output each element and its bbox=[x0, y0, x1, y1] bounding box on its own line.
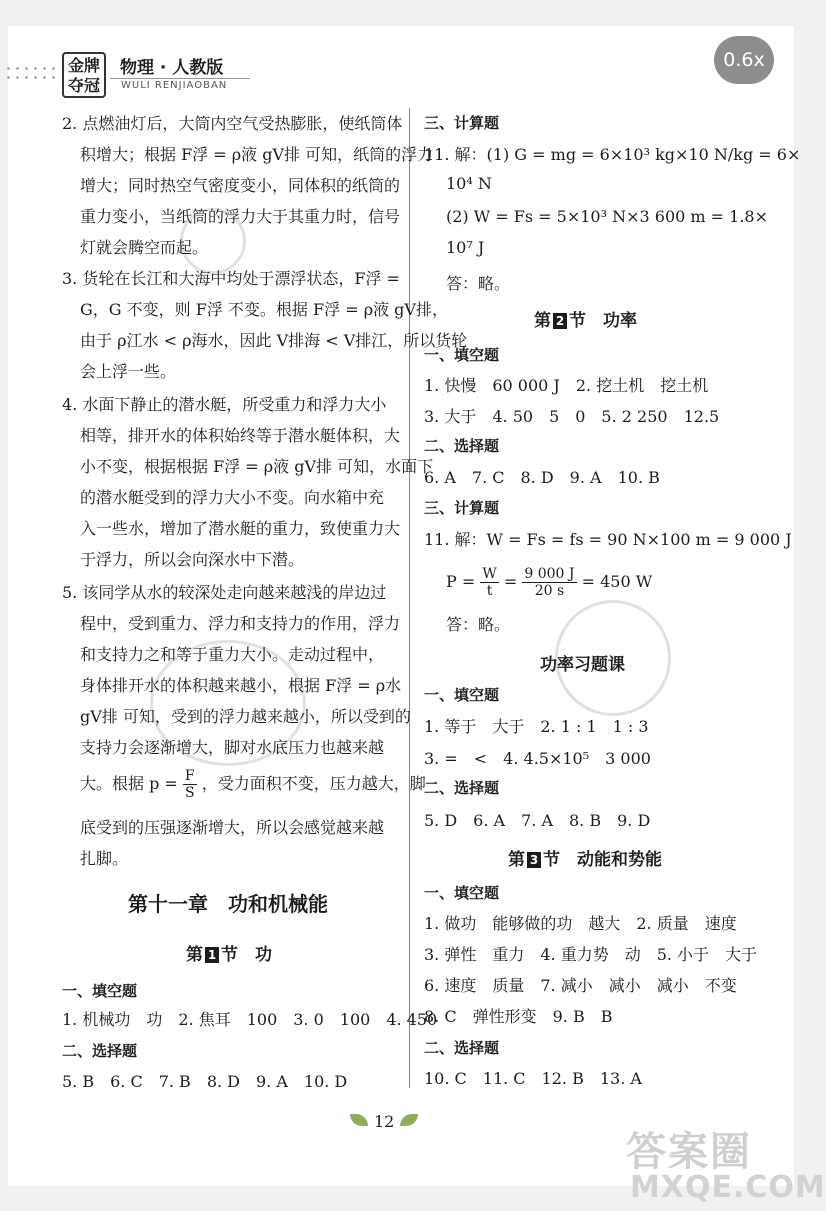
section-title bbox=[534, 306, 637, 331]
fraction-numerator: 9 000 J bbox=[524, 566, 575, 582]
section-suffix: 节 功 bbox=[221, 945, 272, 965]
answer-line: 支持力会逐渐增大，脚对水底压力也越来越 bbox=[80, 738, 385, 757]
fraction-w-over-t bbox=[480, 566, 498, 599]
answer-line: 1. 等于 大于 2. 1 : 1 1 : 3 bbox=[424, 717, 649, 736]
section-heading: 一、填空题 bbox=[424, 686, 500, 704]
watermark-url: MXQE.COM bbox=[630, 1170, 826, 1205]
answer-line: 答：略。 bbox=[446, 615, 511, 634]
answer-line: 8. C 弹性形变 9. B B bbox=[424, 1007, 613, 1026]
answer-line: 10⁴ N bbox=[446, 174, 492, 193]
section-title bbox=[508, 845, 662, 870]
answer-line: 扎脚。 bbox=[80, 849, 129, 868]
answer-line: 4. 水面下静止的潜水艇，所受重力和浮力大小 bbox=[62, 395, 387, 414]
fraction-numerator: W bbox=[482, 566, 497, 582]
power-formula bbox=[446, 566, 652, 599]
answer-line: G，G 不变，则 F浮 不变。根据 F浮 = ρ液 gV排， bbox=[80, 300, 448, 319]
section-prefix: 第 bbox=[186, 945, 203, 965]
section-heading: 二、选择题 bbox=[424, 779, 500, 797]
section-prefix: 第 bbox=[508, 850, 525, 870]
answer-line-with-fraction bbox=[80, 768, 426, 801]
answer-text: P = bbox=[446, 572, 476, 591]
answer-line: 1. 做功 能够做的功 越大 2. 质量 速度 bbox=[424, 914, 737, 933]
answer-line: 和支持力之和等于重力大小。走动过程中， bbox=[80, 645, 385, 664]
section-suffix: 节 动能和势能 bbox=[543, 850, 662, 870]
answer-text: = 450 W bbox=[581, 572, 653, 591]
lesson-title: 功率习题课 bbox=[540, 655, 625, 675]
answer-line: 底受到的压强逐渐增大，所以会感觉越来越 bbox=[80, 818, 385, 837]
logo-line-2: 夺冠 bbox=[67, 76, 100, 95]
answer-line: 相等，排开水的体积始终等于潜水艇体积，大 bbox=[80, 426, 401, 445]
answer-line: 11. 解：(1) G = mg = 6×10³ kg×10 N/kg = 6× bbox=[424, 145, 801, 164]
answer-text: = bbox=[503, 572, 518, 591]
section-heading: 二、选择题 bbox=[62, 1042, 138, 1060]
fraction-f-over-s bbox=[183, 768, 197, 801]
section-suffix: 节 功率 bbox=[569, 311, 637, 331]
brand-logo bbox=[62, 52, 106, 98]
column-divider bbox=[409, 108, 410, 1088]
answer-line: 6. A 7. C 8. D 9. A 10. B bbox=[424, 468, 660, 487]
logo-line-1: 金牌 bbox=[67, 56, 100, 75]
answer-line: 11. 解：W = Fs = fs = 90 N×100 m = 9 000 J bbox=[424, 530, 792, 549]
answer-line: 由于 ρ江水 < ρ海水，因此 V排海 < V排江，所以货轮 bbox=[80, 331, 468, 350]
answer-line: 2. 点燃油灯后，大筒内空气受热膨胀，使纸筒体 bbox=[62, 114, 403, 133]
answer-line: (2) W = Fs = 5×10³ N×3 600 m = 1.8× bbox=[446, 207, 769, 226]
answer-line: 10. C 11. C 12. B 13. A bbox=[424, 1069, 642, 1088]
fraction-denominator: 20 s bbox=[534, 583, 565, 599]
answer-line: 5. 该同学从水的较深处走向越来越浅的岸边过 bbox=[62, 583, 387, 602]
section-number-badge: 1 bbox=[205, 947, 219, 963]
section-heading: 一、填空题 bbox=[424, 884, 500, 902]
answer-text: ，受力面积不变，压力越大，脚 bbox=[201, 774, 426, 793]
section-heading: 三、计算题 bbox=[424, 499, 500, 517]
answer-line: 灯就会腾空而起。 bbox=[80, 238, 209, 257]
fraction-denominator: S bbox=[184, 785, 195, 801]
answer-line: 3. 大于 4. 50 5 0 5. 2 250 12.5 bbox=[424, 407, 720, 426]
fraction-numerator: F bbox=[184, 768, 195, 784]
section-prefix: 第 bbox=[534, 311, 551, 331]
answer-line: 6. 速度 质量 7. 减小 减小 减小 不变 bbox=[424, 976, 737, 995]
answer-line: 于浮力，所以会向深水中下潜。 bbox=[80, 550, 305, 569]
answer-line: 的潜水艇受到的浮力大小不变。向水箱中充 bbox=[80, 488, 385, 507]
fraction-denominator: t bbox=[486, 583, 493, 599]
section-heading: 二、选择题 bbox=[424, 437, 500, 455]
answer-line: gV排 可知，受到的浮力越来越小，所以受到的 bbox=[80, 707, 411, 726]
answer-line: 身体排开水的体积越来越小，根据 F浮 = ρ水 bbox=[80, 676, 402, 695]
answer-line: 答：略。 bbox=[446, 274, 511, 293]
answer-line: 小不变，根据根据 F浮 = ρ液 gV排 可知，水面下 bbox=[80, 457, 434, 476]
section-heading: 一、填空题 bbox=[62, 982, 138, 1000]
header-rule bbox=[110, 78, 250, 79]
section-heading: 一、填空题 bbox=[424, 346, 500, 364]
section-number-badge: 3 bbox=[527, 852, 541, 868]
answer-line: 3. = < 4. 4.5×10⁵ 3 000 bbox=[424, 749, 651, 768]
answer-line: 5. B 6. C 7. B 8. D 9. A 10. D bbox=[62, 1072, 348, 1091]
section-number-badge: 2 bbox=[553, 313, 567, 329]
subject-subtitle: WULI RENJIAOBAN bbox=[121, 80, 228, 91]
answer-line: 入一些水，增加了潜水艇的重力，致使重力大 bbox=[80, 519, 401, 538]
answer-line: 5. D 6. A 7. A 8. B 9. D bbox=[424, 811, 651, 830]
watermark-logo: 答案圈 bbox=[626, 1129, 752, 1175]
zoom-indicator[interactable]: 0.6x bbox=[714, 36, 774, 84]
page-number: 12 bbox=[374, 1112, 395, 1131]
fraction-value bbox=[522, 566, 576, 599]
answer-line: 增大；同时热空气密度变小，同体积的纸筒的 bbox=[80, 176, 401, 195]
header-dots bbox=[4, 64, 56, 80]
section-heading: 三、计算题 bbox=[424, 114, 500, 132]
top-bar bbox=[0, 0, 800, 26]
answer-line: 10⁷ J bbox=[446, 238, 485, 257]
chapter-title: 第十一章 功和机械能 bbox=[128, 892, 328, 916]
answer-line: 重力变小，当纸筒的浮力大于其重力时，信号 bbox=[80, 207, 401, 226]
answer-line: 1. 快慢 60 000 J 2. 挖土机 挖土机 bbox=[424, 376, 709, 395]
answer-line: 会上浮一些。 bbox=[80, 362, 177, 381]
answer-line: 程中，受到重力、浮力和支持力的作用，浮力 bbox=[80, 614, 401, 633]
answer-text: 大。根据 p = bbox=[80, 774, 178, 793]
answer-line: 1. 机械功 功 2. 焦耳 100 3. 0 100 4. 450 bbox=[62, 1010, 438, 1029]
section-heading: 二、选择题 bbox=[424, 1039, 500, 1057]
subject-title: 物理 · 人教版 bbox=[120, 58, 224, 78]
answer-line: 3. 弹性 重力 4. 重力势 动 5. 小于 大于 bbox=[424, 945, 758, 964]
section-title bbox=[186, 940, 272, 965]
answer-line: 积增大；根据 F浮 = ρ液 gV排 可知，纸筒的浮力 bbox=[80, 145, 434, 164]
answer-line: 3. 货轮在长江和大海中均处于漂浮状态，F浮 = bbox=[62, 269, 400, 288]
